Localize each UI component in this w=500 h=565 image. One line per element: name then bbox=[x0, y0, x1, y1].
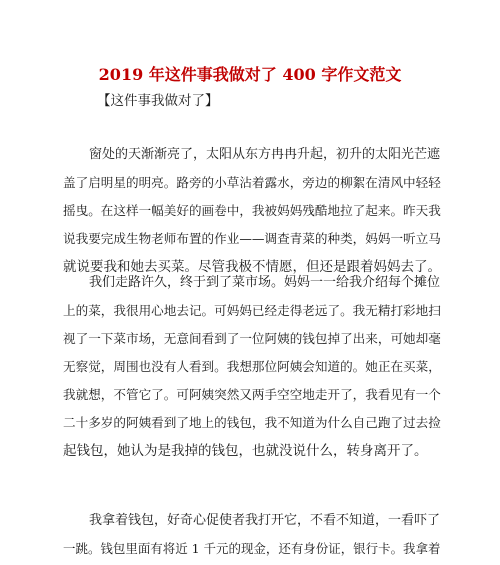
text-line: 一跳。钱包里面有将近 1 千元的现金，还有身份证，银行卡。我拿着 bbox=[63, 541, 441, 556]
text-line: 起钱包，她认为是我掉的钱包，也就没说什么，转身离开了。 bbox=[63, 443, 428, 459]
text-line: 就说要我和她去买菜。尽管我极不情愿，但还是跟着妈妈去了。 bbox=[63, 259, 441, 275]
paragraph-1 bbox=[63, 141, 441, 281]
text-line: 二十多岁的阿姨看到了地上的钱包，我不知道为什么自己跑了过去捡 bbox=[63, 415, 441, 430]
text-line: 我们走路许久，终于到了菜市场。妈妈一一给我介绍每个摊位 bbox=[63, 275, 441, 290]
paragraph-3 bbox=[63, 507, 441, 563]
text-line: 视了一下菜市场，无意间看到了一位阿姨的钱包掉了出来，可她却毫 bbox=[63, 331, 441, 346]
paragraph-2 bbox=[63, 269, 441, 465]
text-line: 我拿着钱包，好奇心促使者我打开它，不看不知道，一看吓了 bbox=[63, 513, 441, 528]
text-line: 摇曳。在这样一幅美好的画卷中，我被妈妈残酷地拉了起来。昨天我 bbox=[63, 203, 441, 218]
text-line: 说我要完成生物老师布置的作业——调查青菜的种类，妈妈一听立马 bbox=[63, 231, 441, 246]
text-line: 上的菜，我很用心地去记。可妈妈已经走得老远了。我无精打彩地扫 bbox=[63, 303, 441, 318]
text-line: 窗处的天渐渐亮了，太阳从东方冉冉升起，初升的太阳光芒遮 bbox=[63, 147, 441, 162]
text-line: 无察觉，周围也没有人看到。我想那位阿姨会知道的。她正在买菜， bbox=[63, 359, 441, 374]
document-title: 2019 年这件事我做对了 400 字作文范文 bbox=[98, 65, 402, 84]
text-line: 盖了启明星的明亮。路旁的小草沾着露水，旁边的柳絮在清风中轻轻 bbox=[63, 175, 441, 190]
document-subtitle: 【这件事我做对了】 bbox=[97, 93, 219, 109]
text-line: 我就想，不管它了。可阿姨突然又两手空空地走开了，我看见有一个 bbox=[63, 387, 441, 402]
